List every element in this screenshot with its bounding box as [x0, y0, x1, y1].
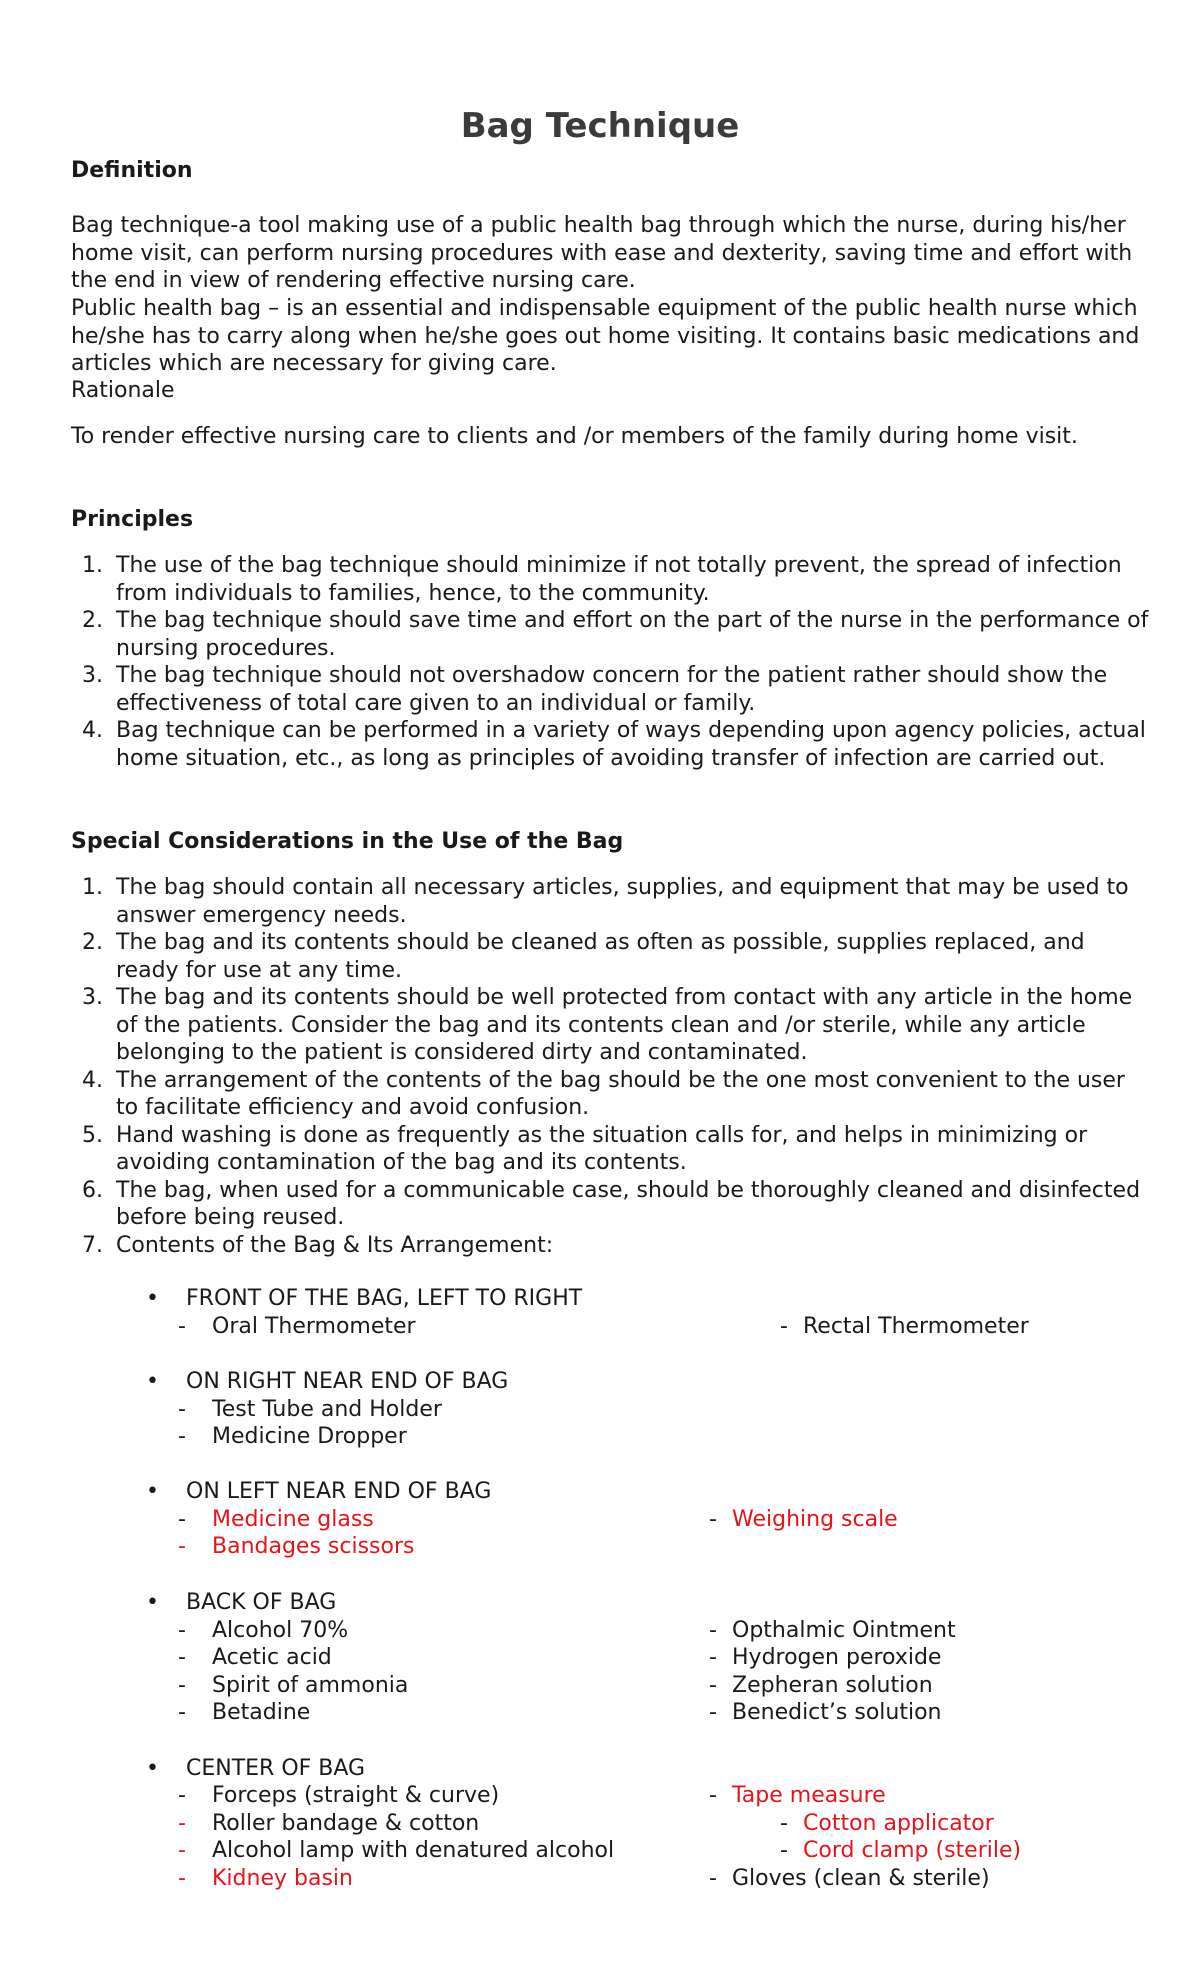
rationale-text: To render effective nursing care to clients and /or members of the family during home visit. [71, 424, 1078, 449]
list-item: 1. The use of the bag technique should minimize if not totally prevent, the spread of infection from individuals to families, hence, to the community. [82, 553, 1122, 606]
list-item: 4. The arrangement of the contents of the bag should be the one most convenient to the user to facilitate efficiency and avoid confusion. [82, 1067, 1125, 1120]
list-item: 1. The bag should contain all necessary articles, supplies, and equipment that may be used to answer emergency needs. [82, 875, 1129, 928]
list-item: 2. The bag and its contents should be cleaned as often as possible, supplies replaced, and ready for use at any time. [82, 930, 1085, 983]
rationale-heading: Rationale [71, 378, 175, 403]
considerations-list [71, 874, 1151, 1259]
list-item: 3. The bag technique should not overshadow concern for the patient rather should show the effectiveness of total care given to an individual or family. [82, 663, 1108, 716]
list-item: 4. Bag technique can be performed in a variety of ways depending upon agency policies, actual home situation, etc., as long as principles of avoiding transfer of infection are carried out. [82, 718, 1146, 771]
principles-heading: Principles [71, 507, 194, 532]
considerations-heading: Special Considerations in the Use of the Bag [71, 829, 624, 854]
document-page: Bag Technique Definition Bag technique-a tool making use of a public health bag through which the nurse, during his/her home visit, can perform nursing procedures with ease and dexterity, saving time and effort with the end in view of rendering effective nursing care. Public health bag – is an essential and indispensable equipment of the public health nurse which he/she has to carry along when he/she goes out home visiting. It contains basic medications and articles which are necessary for giving care. Rationale To render effective nursing care to clients and /or members of the family during home visit. Principles 1. The use of the bag technique should minimize if not totally prevent, the spread of infection from individuals to families, hence, to the community. 2. The bag technique should save time and effort on the part of the nurse in the performance of nursing procedures. 3. The bag technique should not overshadow concern for the patient rather should show the effectiveness of total care given to an individual or family. 4. Bag technique can be performed in a variety of ways depending upon agency policies, actual home situation, etc., as long as principles of avoiding transfer of infection are carried out. Special Considerations in the Use of the Bag 1. The bag should contain all necessary articles, supplies, and equipment that may be used to answer emergency needs. 2. The bag and its contents should be cleaned as often as possible, supplies replaced, and ready for use at any time. 3. The bag and its contents should be well protected from contact with any article in the home of the patients. Consider the bag and its contents clean and /or sterile, while any article belonging to the patient is considered dirty and contaminated. 4. The arrangement of the contents of the bag should be the one most convenient to the user to facilitate efficiency and avoid confusion. 5. Hand washing is done as frequently as the situation calls for, and helps in minimizing or avoiding contamination of the bag and its contents. 6. The bag, when used for a communicable case, should be thoroughly cleaned and disinfected before being reused. 7. Contents of the Bag & Its Arrangement: • FRONT OF THE BAG, LEFT TO RIGHT - Oral Thermometer - Rectal Thermometer • ON RIGHT NEAR END OF BAG - Test Tube and Holder - Medicine Dropper • ON LEFT NEAR END OF BAG - Medicine glass - Bandages scissors - Weighing scale • BACK OF BAG - Alcohol 70% - Acetic acid - Spirit of ammonia - Betadine - Opthalmic Ointment - Hydrogen peroxide - Zepheran solution - Benedict’s solution • CENTER OF BAG - Forceps (straight & curve) - Roller bandage & cotton - Alcohol lamp with denatured alcohol - Kidney basin - Tape measure - Cotton applicator - Cord clamp (sterile) - Gloves (clean & sterile) [0, 0, 1200, 1976]
list-item: 5. Hand washing is done as frequently as the situation calls for, and helps in minimizing or avoiding contamination of the bag and its contents. [82, 1122, 1088, 1175]
principles-list [71, 552, 1151, 772]
public-health-bag-paragraph: Public health bag – is an essential and indispensable equipment of the public health nurse which he/she has to carry along when he/she goes out home visiting. It contains basic medications and articles which are necessary for giving care. [71, 296, 1140, 376]
list-item: 6. The bag, when used for a communicable case, should be thoroughly cleaned and disinfected before being reused. [82, 1177, 1141, 1230]
page-title: Bag Technique [460, 106, 740, 146]
definition-paragraph: Bag technique-a tool making use of a public health bag through which the nurse, during his/her home visit, can perform nursing procedures with ease and dexterity, saving time and effort with the end in view of rendering effective nursing care. [71, 213, 1133, 293]
list-item: 7. Contents of the Bag & Its Arrangement: [82, 1232, 554, 1258]
definition-heading: Definition [71, 158, 193, 183]
list-item: 2. The bag technique should save time and effort on the part of the nurse in the performance of nursing procedures. [82, 608, 1149, 661]
list-item: 3. The bag and its contents should be well protected from contact with any article in the home of the patients. Consider the bag and its contents clean and /or sterile, while any article belonging to the patient is considered dirty and contaminated. [82, 985, 1133, 1065]
